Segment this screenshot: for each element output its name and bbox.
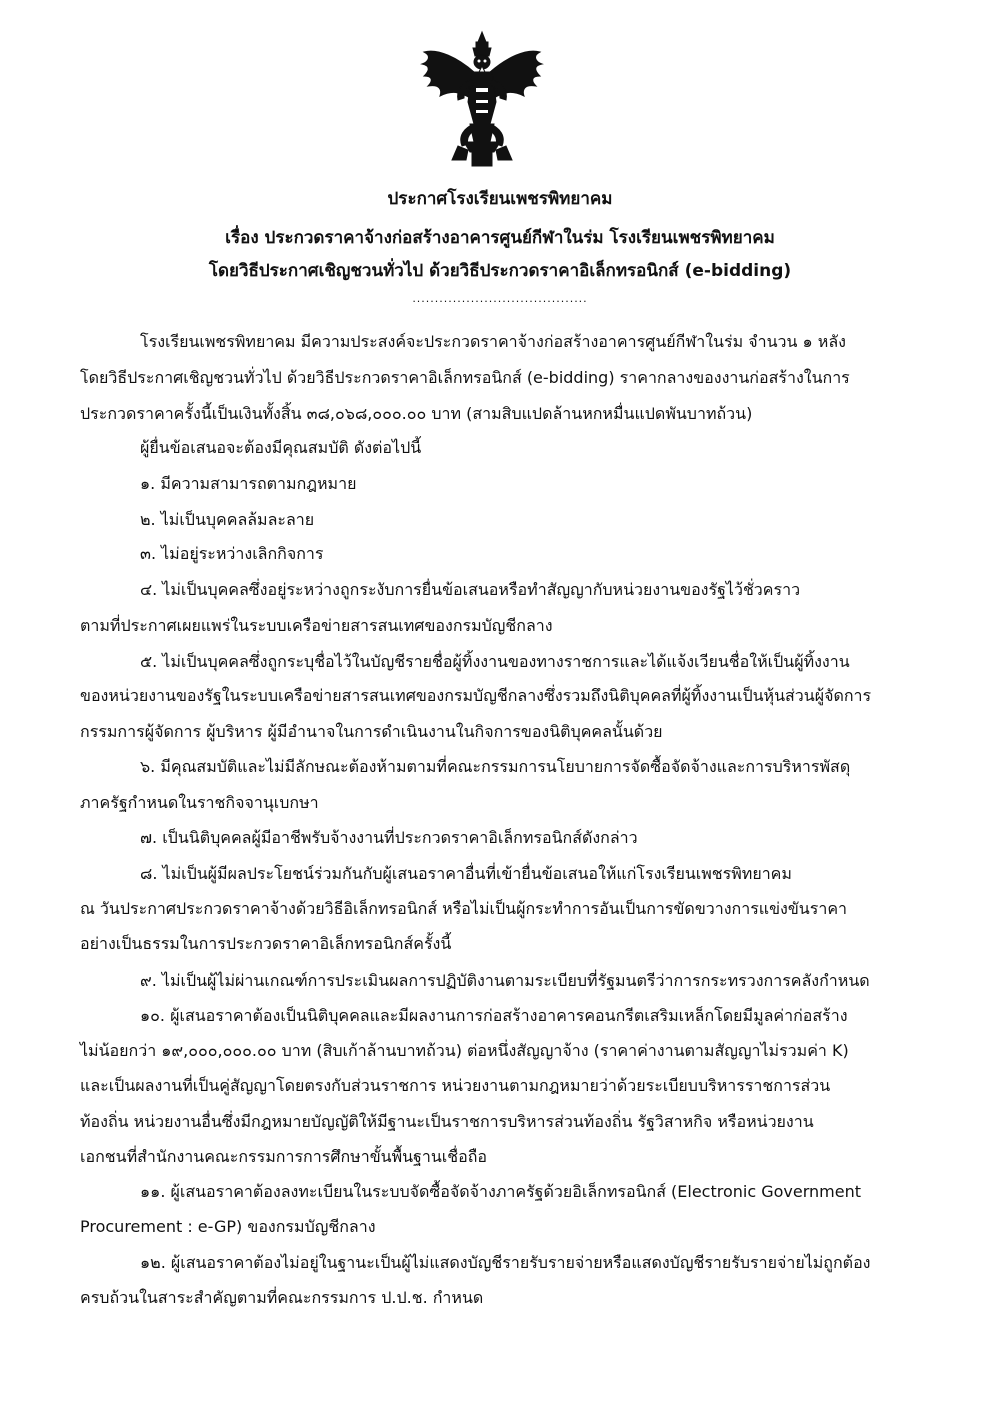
- body-line: เอกชนที่สำนักงานคณะกรรมการการศึกษาขั้นพื้นฐานเชื่อถือ: [80, 1147, 488, 1166]
- list-item: ๑๒. ผู้เสนอราคาต้องไม่อยู่ในฐานะเป็นผู้ไม่แสดงบัญชีรายรับรายจ่ายหรือแสดงบัญชีรายรับรายจ่ายไม่ถูกต้อง: [140, 1253, 871, 1272]
- body-line: ท้องถิ่น หน่วยงานอื่นซึ่งมีกฎหมายบัญญัติให้มีฐานะเป็นราชการบริหารส่วนท้องถิ่น รัฐวิสาหกิจ หรือหน่วยงาน: [80, 1112, 814, 1131]
- body-line: ครบถ้วนในสาระสำคัญตามที่คณะกรรมการ ป.ป.ช. กำหนด: [80, 1288, 484, 1307]
- list-item: ๒. ไม่เป็นบุคคลล้มละลาย: [140, 510, 315, 529]
- body-line: และเป็นผลงานที่เป็นคู่สัญญาโดยตรงกับส่วนราชการ หน่วยงานตามกฎหมายว่าด้วยระเบียบบริหารราชการส่วน: [80, 1076, 831, 1095]
- body-line: ไม่น้อยกว่า ๑๙,๐๐๐,๐๐๐.๐๐ บาท (สิบเก้าล้านบาทถ้วน) ต่อหนึ่งสัญญาจ้าง (ราคาค่างานตามสัญญาไม่รวมค่า K): [80, 1041, 849, 1060]
- body-line: ของหน่วยงานของรัฐในระบบเครือข่ายสารสนเทศของกรมบัญชีกลางซึ่งรวมถึงนิติบุคคลที่ผู้ทิ้งงานเป็นหุ้นส่วนผู้จัดการ: [80, 686, 872, 705]
- body-line: ประกวดราคาครั้งนี้เป็นเงินทั้งสิ้น ๓๘,๐๖๘,๐๐๐.๐๐ บาท (สามสิบแปดล้านหกหมื่นแปดพันบาทถ้วน): [80, 404, 753, 423]
- list-item: ๙. ไม่เป็นผู้ไม่ผ่านเกณฑ์การประเมินผลการปฏิบัติงานตามระเบียบที่รัฐมนตรีว่าการกระทรวงการคลังกำหนด: [140, 971, 870, 990]
- list-item: ๘. ไม่เป็นผู้มีผลประโยชน์ร่วมกันกับผู้เสนอราคาอื่นที่เข้ายื่นข้อเสนอให้แก่โรงเรียนเพชรพิทยาคม: [140, 864, 792, 883]
- body-line: ณ วันประกาศประกวดราคาจ้างด้วยวิธีอิเล็กทรอนิกส์ หรือไม่เป็นผู้กระทำการอันเป็นการขัดขวางการแข่งขันราคา: [80, 899, 848, 918]
- body-line: ผู้ยื่นข้อเสนอจะต้องมีคุณสมบัติ ดังต่อไปนี้: [140, 438, 422, 457]
- list-item: ๑. มีความสามารถตามกฎหมาย: [140, 474, 357, 493]
- announcement-method: โดยวิธีประกาศเชิญชวนทั่วไป ด้วยวิธีประกวดราคาอิเล็กทรอนิกส์ (e-bidding): [208, 261, 792, 281]
- list-item: ๗. เป็นนิติบุคคลผู้มีอาชีพรับจ้างงานที่ประกวดราคาอิเล็กทรอนิกส์ดังกล่าว: [140, 828, 638, 847]
- body-line: ภาครัฐกำหนดในราชกิจจานุเบกษา: [80, 793, 319, 812]
- list-item: ๖. มีคุณสมบัติและไม่มีลักษณะต้องห้ามตามที่คณะกรรมการนโยบายการจัดซื้อจัดจ้างและการบริหารพัสดุ: [140, 757, 851, 776]
- body-line: Procurement : e-GP) ของกรมบัญชีกลาง: [80, 1217, 376, 1236]
- body-line: ตามที่ประกาศเผยแพร่ในระบบเครือข่ายสารสนเทศของกรมบัญชีกลาง: [80, 616, 553, 635]
- list-item: ๑๐. ผู้เสนอราคาต้องเป็นนิติบุคคลและมีผลงานการก่อสร้างอาคารคอนกรีตเสริมเหล็กโดยมีมูลค่าก่อสร้าง: [140, 1006, 848, 1025]
- body-line: โรงเรียนเพชรพิทยาคม มีความประสงค์จะประกวดราคาจ้างก่อสร้างอาคารศูนย์กีฬาในร่ม จำนวน ๑ หลัง: [140, 332, 846, 351]
- body-line: กรรมการผู้จัดการ ผู้บริหาร ผู้มีอำนาจในการดำเนินงานในกิจการของนิติบุคคลนั้นด้วย: [80, 722, 663, 741]
- list-item: ๓. ไม่อยู่ระหว่างเลิกกิจการ: [140, 544, 324, 563]
- announcement-subject: เรื่อง ประกวดราคาจ้างก่อสร้างอาคารศูนย์กีฬาในร่ม โรงเรียนเพชรพิทยาคม: [225, 228, 775, 248]
- announcement-title: ประกาศโรงเรียนเพชรพิทยาคม: [387, 189, 613, 209]
- separator-line: .......................................: [412, 292, 588, 305]
- list-item: ๔. ไม่เป็นบุคคลซึ่งอยู่ระหว่างถูกระงับการยื่นข้อเสนอหรือทำสัญญากับหน่วยงานของรัฐไว้ชั่วคราว: [140, 580, 801, 599]
- garuda-emblem: [418, 28, 546, 170]
- body-line: อย่างเป็นธรรมในการประกวดราคาอิเล็กทรอนิกส์ครั้งนี้: [80, 934, 452, 953]
- body-line: โดยวิธีประกาศเชิญชวนทั่วไป ด้วยวิธีประกวดราคาอิเล็กทรอนิกส์ (e-bidding) ราคากลางของงานก่อสร้างในการ: [80, 368, 850, 387]
- list-item: ๕. ไม่เป็นบุคคลซึ่งถูกระบุชื่อไว้ในบัญชีรายชื่อผู้ทิ้งงานของทางราชการและได้แจ้งเวียนชื่อให้เป็นผู้ทิ้งงาน: [140, 652, 850, 671]
- list-item: ๑๑. ผู้เสนอราคาต้องลงทะเบียนในระบบจัดซื้อจัดจ้างภาครัฐด้วยอิเล็กทรอนิกส์ (Electronic Government: [140, 1182, 862, 1201]
